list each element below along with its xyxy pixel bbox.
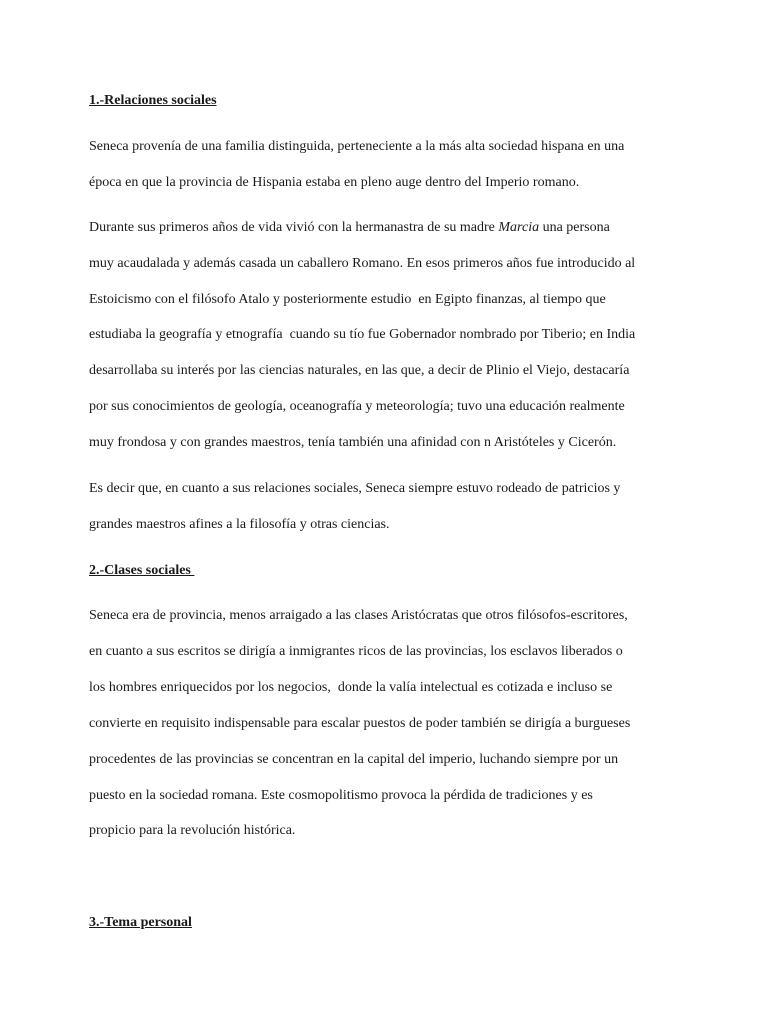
paragraph-line: puesto en la sociedad romana. Este cosmopolitismo provoca la pérdida de tradiciones y es [89, 788, 593, 803]
text-run: Durante sus primeros años de vida vivió con la hermanastra de su madre [89, 220, 499, 235]
paragraph-line: estudiaba la geografía y etnografía cuando su tío fue Gobernador nombrado por Tiberio; en India [89, 327, 636, 342]
section-heading-tema-personal: 3.-Tema personal [89, 915, 192, 930]
paragraph-line: desarrollaba su interés por las ciencias naturales, en las que, a decir de Plinio el Viejo, destacaría [89, 363, 630, 378]
section-heading-clases-sociales: 2.-Clases sociales [89, 563, 195, 578]
paragraph-line: Seneca provenía de una familia distinguida, perteneciente a la más alta sociedad hispana en una [89, 139, 625, 154]
paragraph-line: Estoicismo con el filósofo Atalo y posteriormente estudio en Egipto finanzas, al tiempo que [89, 292, 606, 307]
paragraph-line: los hombres enriquecidos por los negocios, donde la valía intelectual es cotizada e incluso se [89, 680, 613, 695]
section-heading-relaciones-sociales: 1.-Relaciones sociales [89, 93, 217, 108]
paragraph-line: Seneca era de provincia, menos arraigado a las clases Aristócratas que otros filósofos-escritores, [89, 608, 628, 623]
paragraph-line: en cuanto a sus escritos se dirigía a inmigrantes ricos de las provincias, los esclavos liberados o [89, 644, 623, 659]
paragraph-line: Es decir que, en cuanto a sus relaciones sociales, Seneca siempre estuvo rodeado de patricios y [89, 481, 621, 496]
text-run: una persona [539, 220, 610, 235]
paragraph-line: grandes maestros afines a la filosofía y otras ciencias. [89, 517, 390, 532]
paragraph-line: convierte en requisito indispensable para escalar puestos de poder también se dirigía a burgueses [89, 716, 631, 731]
italic-name-marcia: Marcia [498, 220, 540, 235]
paragraph-line: muy acaudalada y además casada un caballero Romano. En esos primeros años fue introducido al [89, 256, 636, 271]
paragraph-line [89, 219, 610, 237]
paragraph-line: época en que la provincia de Hispania estaba en pleno auge dentro del Imperio romano. [89, 175, 580, 190]
paragraph-line: por sus conocimientos de geología, oceanografía y meteorología; tuvo una educación realmente [89, 399, 625, 414]
paragraph-line: propicio para la revolución histórica. [89, 823, 296, 838]
paragraph-line: procedentes de las provincias se concentran en la capital del imperio, luchando siempre por un [89, 752, 619, 767]
paragraph-line: muy frondosa y con grandes maestros, tenía también una afinidad con n Aristóteles y Cicerón. [89, 435, 617, 450]
